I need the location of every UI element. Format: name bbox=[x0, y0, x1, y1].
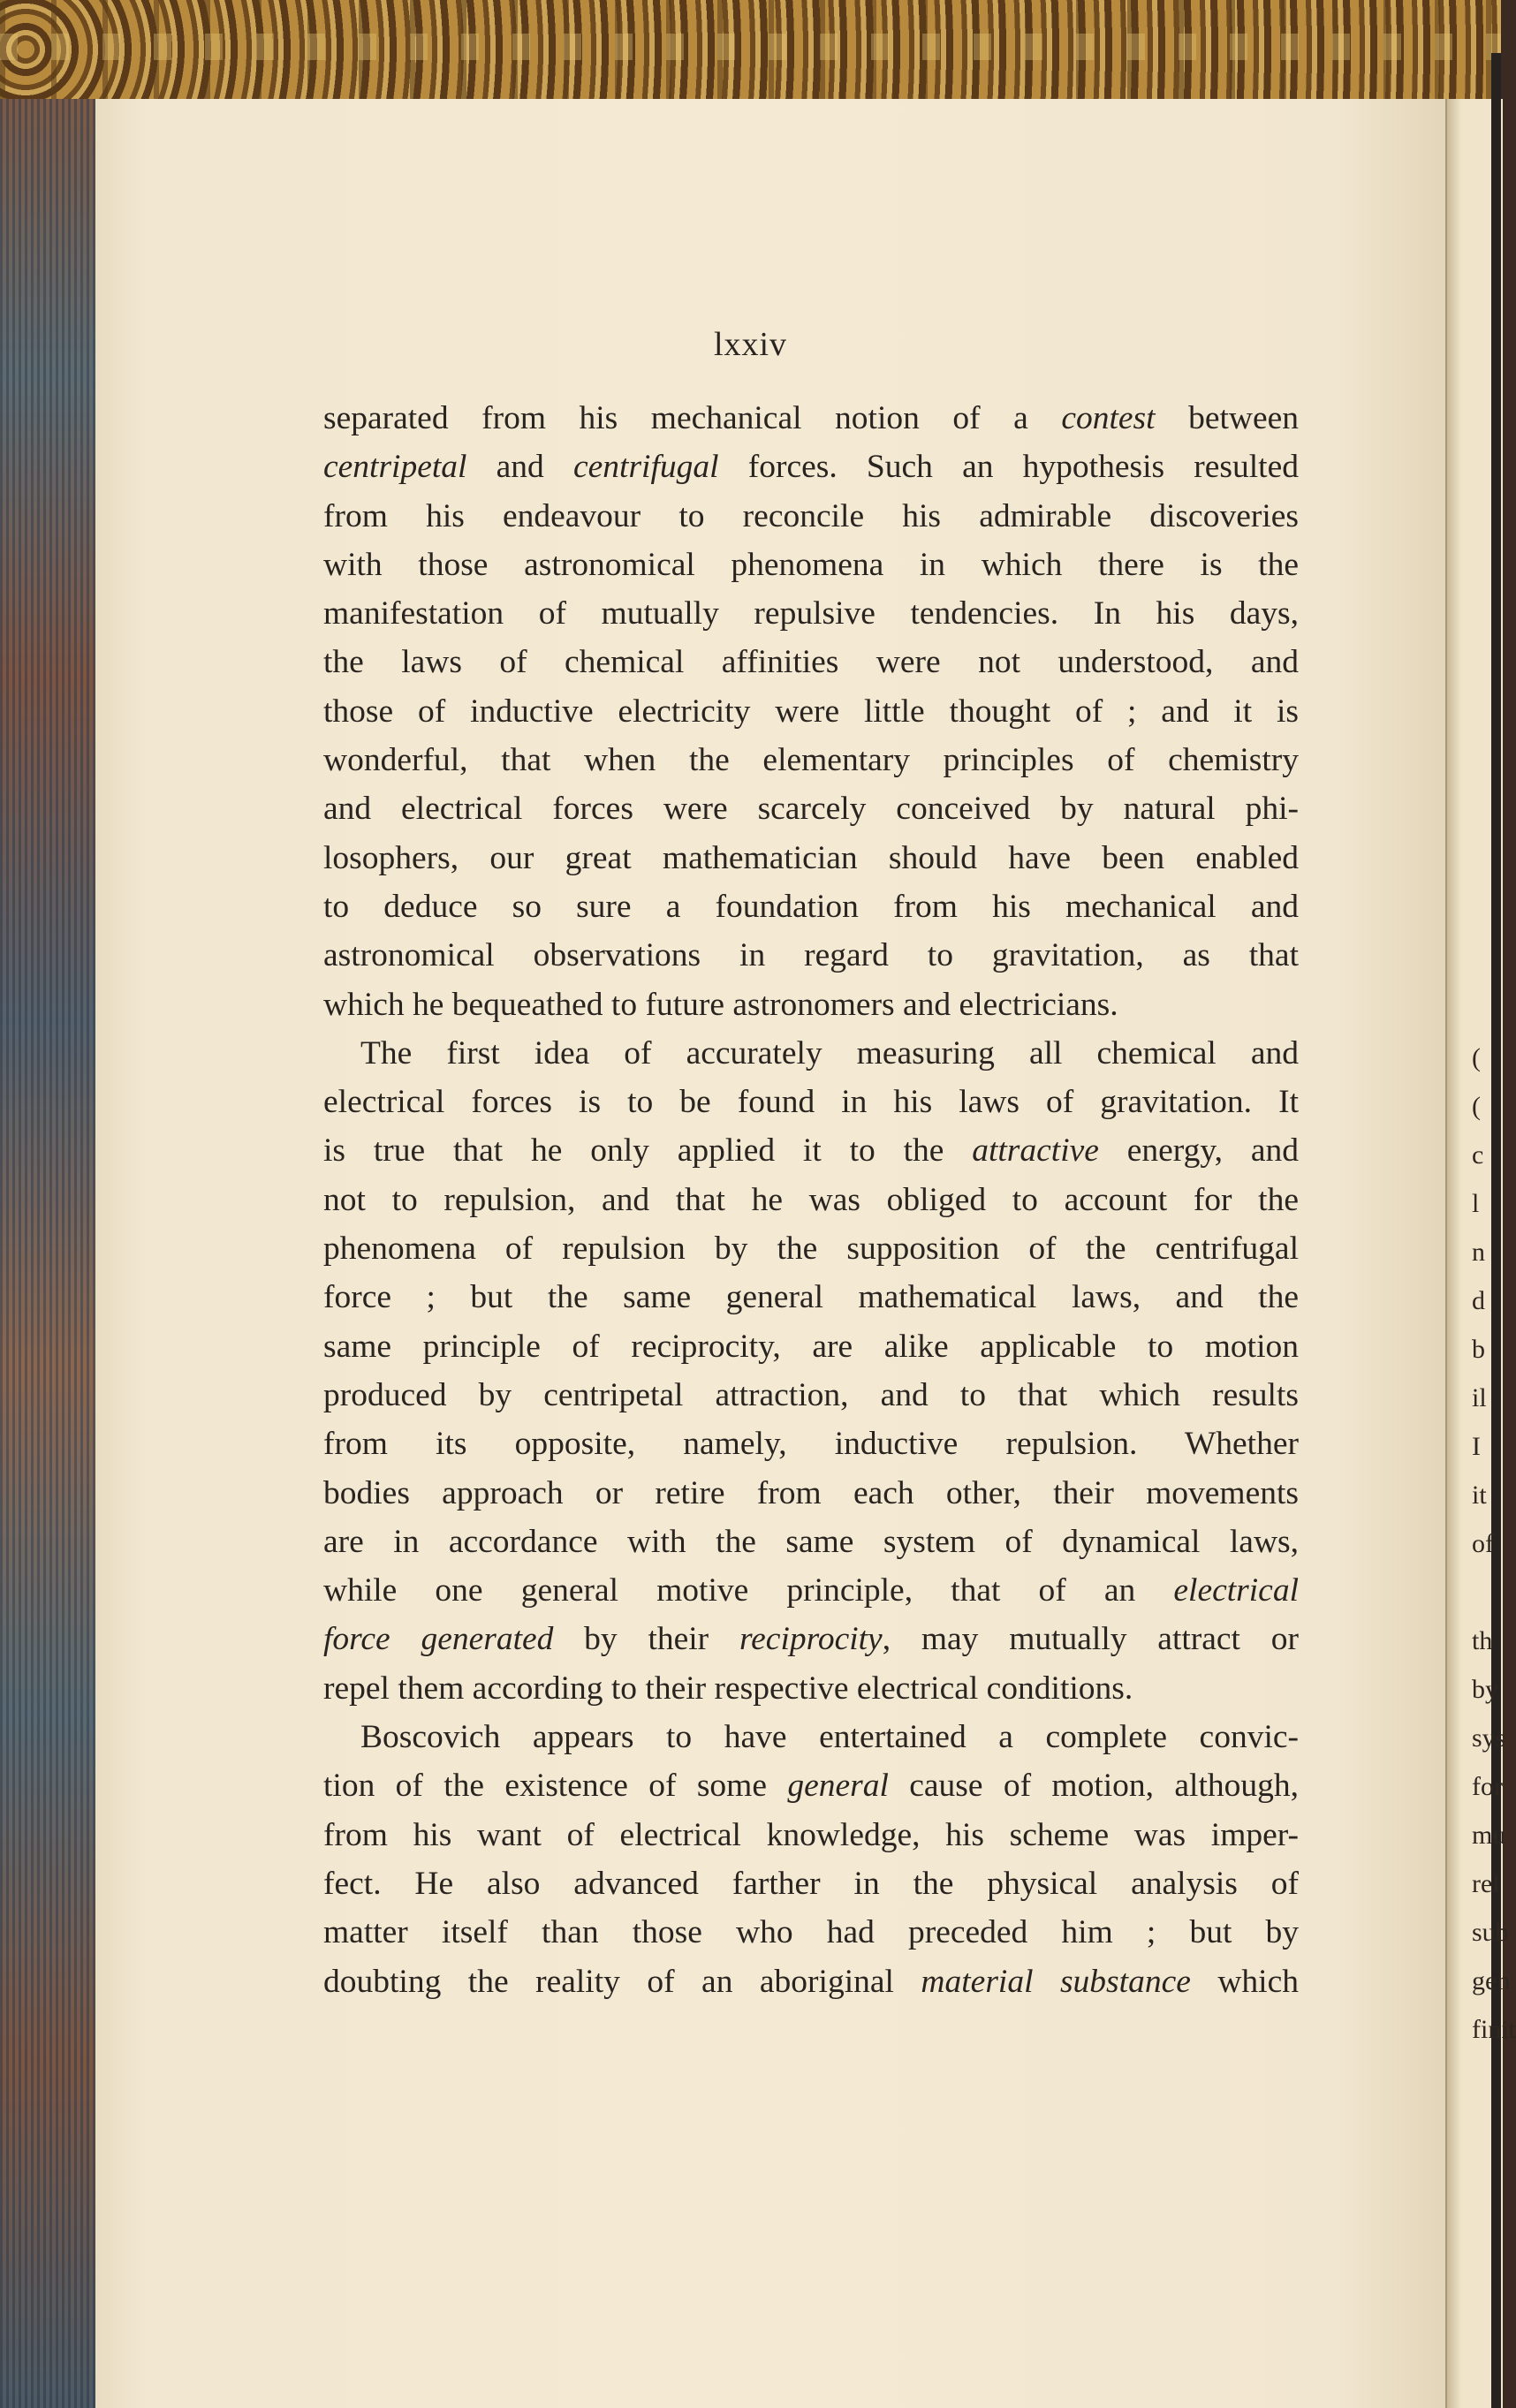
facing-page-fragment: it bbox=[1472, 1480, 1487, 1510]
facing-page-fragment: il bbox=[1472, 1383, 1487, 1412]
text-run: between bbox=[1155, 400, 1299, 436]
text-run: force ; but the same general mathematical laws, and the bbox=[323, 1279, 1299, 1316]
text-line bbox=[323, 1908, 1299, 1957]
text-line bbox=[323, 981, 1299, 1029]
facing-page-fragment: mu bbox=[1472, 1821, 1506, 1850]
text-run: and bbox=[466, 449, 573, 486]
text-line bbox=[323, 1859, 1299, 1908]
text-line bbox=[323, 1273, 1299, 1321]
italic-phrase: centripetal bbox=[323, 449, 467, 486]
text-line bbox=[323, 1469, 1299, 1518]
italic-phrase: contest bbox=[1061, 400, 1156, 436]
text-line bbox=[323, 638, 1299, 686]
text-run: astronomical observations in regard to gravitation, as that bbox=[323, 937, 1299, 974]
text-line bbox=[323, 443, 1299, 491]
facing-page-fragment: c bbox=[1472, 1140, 1484, 1170]
text-run: repel them according to their respective electrical conditions. bbox=[323, 1670, 1133, 1707]
book-binding-ornament bbox=[0, 0, 1501, 104]
page-number: lxxiv bbox=[713, 326, 788, 363]
facing-page-fragment: b bbox=[1472, 1335, 1485, 1364]
text-line bbox=[323, 1811, 1299, 1859]
text-line bbox=[323, 1957, 1299, 2006]
text-run: tion of the existence of some bbox=[323, 1768, 788, 1805]
facing-page-fragment: rel bbox=[1472, 1869, 1500, 1898]
text-run: from its opposite, namely, inductive repulsion. Whether bbox=[323, 1426, 1299, 1463]
text-line bbox=[323, 1615, 1299, 1663]
italic-phrase: general bbox=[787, 1768, 889, 1805]
page-fore-edge bbox=[0, 99, 95, 2408]
text-run: matter itself than those who had preceded him ; but by bbox=[323, 1914, 1299, 1951]
text-line bbox=[323, 834, 1299, 882]
text-run: fect. He also advanced farther in the physical analysis of bbox=[323, 1865, 1299, 1902]
text-line bbox=[323, 589, 1299, 638]
text-line bbox=[323, 1029, 1299, 1078]
text-line bbox=[323, 1420, 1299, 1468]
text-run: Boscovich appears to have entertained a complete convic- bbox=[360, 1719, 1299, 1756]
text-run: wonderful, that when the elementary principles of chemistry bbox=[323, 742, 1299, 779]
text-run: while one general motive principle, that of an bbox=[323, 1572, 1174, 1609]
text-line bbox=[323, 1566, 1299, 1615]
facing-page-fragment: n bbox=[1472, 1238, 1485, 1267]
text-line bbox=[323, 1078, 1299, 1126]
text-run: from his endeavour to reconcile his admirable discoveries bbox=[323, 497, 1299, 534]
facing-page-fragment: gen bbox=[1472, 1966, 1511, 1995]
text-run: separated from his mechanical notion of a bbox=[323, 400, 1062, 436]
facing-page-fragment: l bbox=[1472, 1189, 1480, 1218]
text-line bbox=[323, 736, 1299, 784]
text-line bbox=[323, 882, 1299, 931]
text-run: produced by centripetal attraction, and to that which results bbox=[323, 1376, 1299, 1413]
text-line bbox=[323, 1322, 1299, 1371]
facing-page-fragment: sys bbox=[1472, 1723, 1506, 1753]
text-line bbox=[323, 394, 1299, 443]
text-run: those of inductive electricity were little thought of ; and it is bbox=[323, 693, 1299, 730]
text-run: not to repulsion, and that he was obliged to account for the bbox=[323, 1181, 1299, 1218]
facing-page-fragment: sub bbox=[1472, 1918, 1509, 1947]
text-run: losophers, our great mathematician should have been enabled bbox=[323, 839, 1299, 876]
text-run: which bbox=[1190, 1963, 1299, 2000]
italic-phrase: material substance bbox=[921, 1963, 1191, 2000]
text-line bbox=[323, 1664, 1299, 1713]
binding-gilt-pattern bbox=[0, 34, 1501, 60]
text-line bbox=[323, 1176, 1299, 1224]
text-run: and electrical forces were scarcely conceived by natural phi- bbox=[323, 791, 1299, 828]
facing-page-fragment: I bbox=[1472, 1432, 1481, 1461]
text-line bbox=[323, 1761, 1299, 1810]
italic-phrase: reciprocity bbox=[739, 1621, 883, 1658]
text-line bbox=[323, 784, 1299, 833]
text-run: with those astronomical phenomena in which there is the bbox=[323, 546, 1299, 583]
facing-page-fragment: by bbox=[1472, 1675, 1498, 1704]
text-run: phenomena of repulsion by the supposition of the centrifugal bbox=[323, 1231, 1299, 1268]
text-run: from his want of electrical knowledge, his scheme was imper- bbox=[323, 1816, 1299, 1853]
text-line bbox=[323, 541, 1299, 589]
text-run: which he bequeathed to future astronomers and electricians. bbox=[323, 986, 1118, 1023]
facing-page-fragment: for bbox=[1472, 1772, 1503, 1801]
facing-page-fragment: ( bbox=[1472, 1092, 1481, 1121]
text-run: the laws of chemical affinities were not understood, and bbox=[323, 644, 1299, 681]
text-run: doubting the reality of an aboriginal bbox=[323, 1963, 921, 2000]
text-line bbox=[323, 1713, 1299, 1761]
italic-phrase: attractive bbox=[972, 1132, 1099, 1170]
text-line bbox=[323, 931, 1299, 980]
italic-phrase: force generated bbox=[323, 1621, 554, 1658]
text-line bbox=[323, 1224, 1299, 1273]
text-run: manifestation of mutually repulsive tendencies. In his days, bbox=[323, 595, 1299, 632]
text-run: The first idea of accurately measuring all chemical and bbox=[360, 1034, 1299, 1071]
italic-phrase: centrifugal bbox=[572, 449, 719, 486]
text-run: bodies approach or retire from each other, their movements bbox=[323, 1474, 1299, 1511]
text-line bbox=[323, 687, 1299, 736]
text-line bbox=[323, 1126, 1299, 1175]
text-run: cause of motion, although, bbox=[888, 1768, 1299, 1805]
text-run: same principle of reciprocity, are alike applicable to motion bbox=[323, 1328, 1299, 1365]
text-line bbox=[323, 1518, 1299, 1566]
text-run: , may mutually attract or bbox=[882, 1621, 1299, 1658]
text-run: electrical forces is to be found in his laws of gravitation. It bbox=[323, 1084, 1299, 1121]
text-run: is true that he only applied it to the bbox=[323, 1132, 973, 1170]
facing-page-text-fragments bbox=[1472, 1034, 1516, 2054]
text-run: by their bbox=[553, 1621, 739, 1658]
facing-page-fragment: th bbox=[1472, 1626, 1493, 1655]
facing-page-fragment: ( bbox=[1472, 1043, 1481, 1072]
facing-page-fragment: d bbox=[1472, 1286, 1485, 1315]
text-run: energy, and bbox=[1098, 1132, 1299, 1170]
facing-page-fragment: finit bbox=[1472, 2015, 1516, 2044]
italic-phrase: electrical bbox=[1173, 1572, 1299, 1609]
text-run: are in accordance with the same system of dynamical laws, bbox=[323, 1523, 1299, 1560]
text-run: forces. Such an hypothesis resulted bbox=[718, 449, 1299, 486]
body-text bbox=[323, 394, 1299, 2006]
facing-page-fragment bbox=[1472, 1568, 1501, 1617]
facing-page-fragment: of bbox=[1472, 1529, 1494, 1558]
text-line bbox=[323, 492, 1299, 541]
text-run: to deduce so sure a foundation from his mechanical and bbox=[323, 888, 1299, 925]
text-line bbox=[323, 1371, 1299, 1420]
